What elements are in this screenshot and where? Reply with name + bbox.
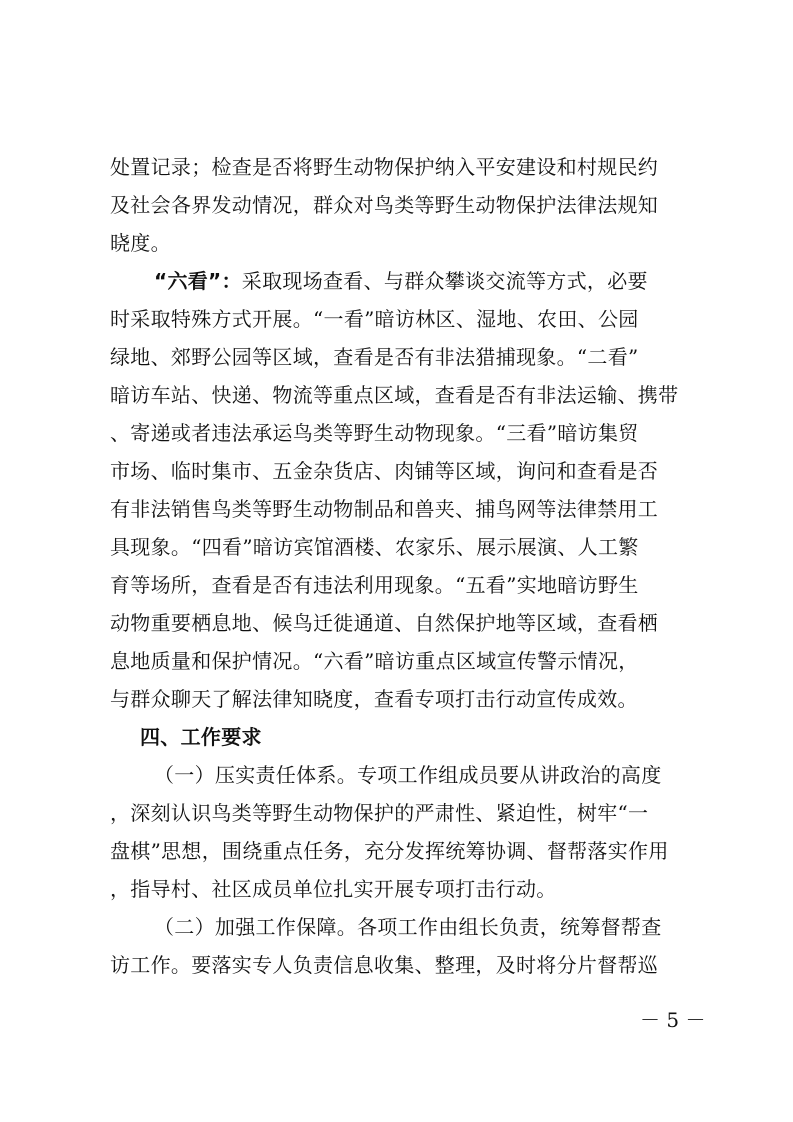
text-line: 息地质量和保护情况。“六看”暗访重点区域宣传警示情况， — [110, 649, 639, 673]
text-line: 绿地、郊野公园等区域，查看是否有非法猎捕现象。“二看” — [110, 345, 639, 369]
text-line: 育等场所，查看是否有违法利用现象。“五看”实地暗访野生 — [110, 573, 639, 597]
paragraph-first-line: （二）加强工作保障。各项工作由组长负责，统筹督帮查 — [154, 915, 662, 939]
text-line: 与群众聊天了解法律知晓度，查看专项打击行动宣传成效。 — [110, 687, 638, 711]
text-line: 暗访车站、快递、物流等重点区域，查看是否有非法运输、携带 — [110, 383, 679, 407]
paragraph-first-line: （一）压实责任体系。专项工作组成员要从讲政治的高度 — [154, 763, 662, 787]
paragraph-first-line — [110, 262, 690, 300]
text-line: ，深刻认识鸟类等野生动物保护的严肃性、紧迫性，树牢“一 — [110, 801, 649, 825]
text-line: 晓度。 — [110, 231, 171, 255]
text-line: ，指导村、社区成员单位扎实开展专项打击行动。 — [110, 877, 557, 901]
text-line: 有非法销售鸟类等野生动物制品和兽夹、捕鸟网等法律禁用工 — [110, 497, 659, 521]
text-line: 及社会各界发动情况，群众对鸟类等野生动物保护法律法规知 — [110, 193, 659, 217]
text-span: 采取现场查看、与群众攀谈交流等方式，必要 — [241, 269, 648, 293]
text-line: 访工作。要落实专人负责信息收集、整理，及时将分片督帮巡 — [110, 953, 659, 977]
document-body — [110, 148, 690, 984]
text-line: 处置记录；检查是否将野生动物保护纳入平安建设和村规民约 — [110, 155, 659, 179]
text-line: 市场、临时集市、五金杂货店、肉铺等区域，询问和查看是否 — [110, 459, 659, 483]
section-heading: 四、工作要求 — [140, 725, 262, 749]
page-number: － 5 － — [640, 1008, 706, 1032]
text-line: 盘棋”思想，围绕重点任务，充分发挥统筹协调、督帮落实作用 — [110, 839, 669, 863]
text-line: 时采取特殊方式开展。“一看”暗访林区、湿地、农田、公园 — [110, 307, 639, 331]
paragraph-lead-label: “六看”： — [154, 269, 242, 293]
text-line: 、寄递或者违法承运鸟类等野生动物现象。“三看”暗访集贸 — [110, 421, 639, 445]
text-line: 动物重要栖息地、候鸟迁徙通道、自然保护地等区域，查看栖 — [110, 611, 659, 635]
text-line: 具现象。“四看”暗访宾馆酒楼、农家乐、展示展演、人工繁 — [110, 535, 639, 559]
